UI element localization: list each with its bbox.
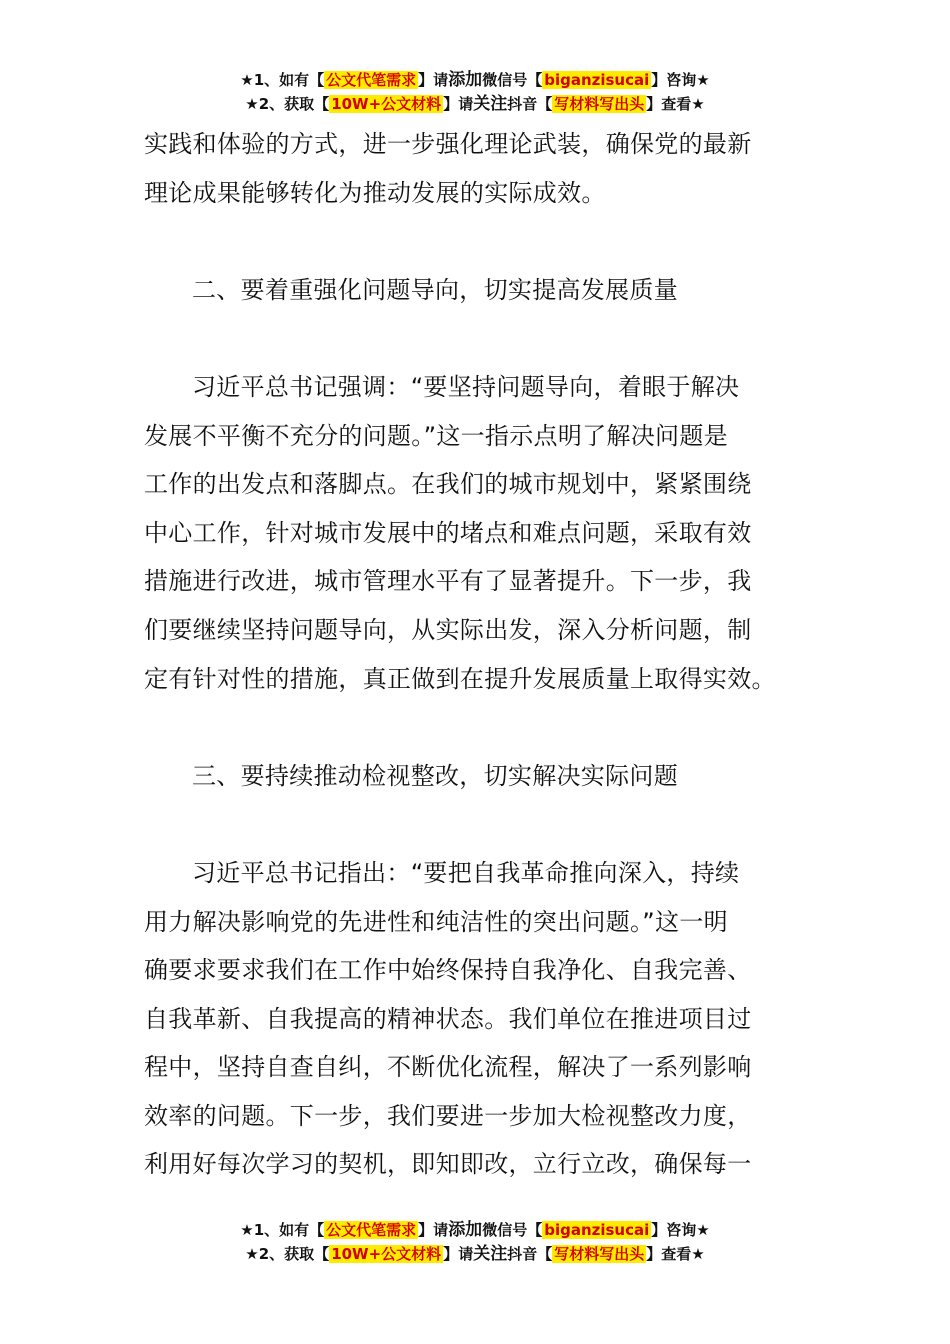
- banner-line-1: [0, 1218, 950, 1242]
- banner-highlight: 写材料写出头: [554, 95, 645, 113]
- body-line: 习近平总书记强调：“要坚持问题导向，着眼于解决: [192, 372, 740, 401]
- banner-emphasis: 添加: [448, 1220, 483, 1240]
- bottom-banner: [0, 1218, 950, 1266]
- banner-text: 】请: [443, 95, 474, 113]
- body-line: 自我革新、自我提高的精神状态。我们单位在推进项目过: [144, 1004, 752, 1033]
- banner-text: 抖音【: [507, 95, 553, 113]
- banner-line-2: [0, 92, 950, 116]
- body-line: 们要继续坚持问题导向，从实际出发，深入分析问题，制: [144, 615, 752, 644]
- banner-line-2: [0, 1242, 950, 1266]
- body-line: 程中，坚持自查自纠，不断优化流程，解决了一系列影响: [144, 1053, 752, 1082]
- section-heading-3: 三、要持续推动检视整改，切实解决实际问题: [192, 761, 678, 790]
- banner-text: 微信号【: [482, 71, 543, 89]
- banner-text: ★2、获取【: [245, 95, 330, 113]
- banner-highlight: biganzisucai: [544, 1221, 650, 1239]
- body-line: 习近平总书记指出：“要把自我革命推向深入，持续: [192, 858, 740, 887]
- banner-highlight: 10W+公文材料: [331, 95, 442, 113]
- banner-text: 】咨询★: [651, 1221, 710, 1239]
- body-line: 措施进行改进，城市管理水平有了显著提升。下一步，我: [144, 567, 752, 596]
- banner-text: 】咨询★: [651, 71, 710, 89]
- body-line: 理论成果能够转化为推动发展的实际成效。: [144, 178, 606, 207]
- banner-text: 】请: [418, 71, 449, 89]
- body-line: 中心工作，针对城市发展中的堵点和难点问题，采取有效: [144, 518, 752, 547]
- banner-text: 】查看★: [646, 1245, 705, 1263]
- body-line: 工作的出发点和落脚点。在我们的城市规划中，紧紧围绕: [144, 470, 752, 499]
- banner-text: 】查看★: [646, 95, 705, 113]
- body-line: 利用好每次学习的契机，即知即改，立行立改，确保每一: [144, 1150, 752, 1179]
- body-line: 确要求要求我们在工作中始终保持自我净化、自我完善、: [144, 956, 752, 985]
- banner-highlight: 公文代笔需求: [326, 1221, 417, 1239]
- document-body: [144, 120, 814, 1189]
- banner-text: 】请: [418, 1221, 449, 1239]
- body-line: 发展不平衡不充分的问题。”这一指示点明了解决问题是: [144, 421, 728, 450]
- body-line: 定有针对性的措施，真正做到在提升发展质量上取得实效。: [144, 664, 776, 693]
- banner-highlight: 公文代笔需求: [326, 71, 417, 89]
- top-banner: [0, 68, 950, 116]
- section-heading-2: 二、要着重强化问题导向，切实提高发展质量: [192, 275, 678, 304]
- body-line: 实践和体验的方式，进一步强化理论武装，确保党的最新: [144, 130, 752, 158]
- banner-highlight: 10W+公文材料: [331, 1245, 442, 1263]
- banner-text: 微信号【: [482, 1221, 543, 1239]
- body-line: 用力解决影响党的先进性和纯洁性的突出问题。”这一明: [144, 907, 728, 936]
- banner-line-1: [0, 68, 950, 92]
- banner-text: ★1、如有【: [240, 71, 325, 89]
- body-line: 效率的问题。下一步，我们要进一步加大检视整改力度，: [144, 1101, 752, 1130]
- banner-emphasis: 关注: [473, 94, 508, 114]
- banner-highlight: biganzisucai: [544, 71, 650, 89]
- banner-emphasis: 关注: [473, 1244, 508, 1264]
- banner-highlight: 写材料写出头: [554, 1245, 645, 1263]
- banner-text: 】请: [443, 1245, 474, 1263]
- banner-emphasis: 添加: [448, 70, 483, 90]
- banner-text: ★1、如有【: [240, 1221, 325, 1239]
- banner-text: ★2、获取【: [245, 1245, 330, 1263]
- banner-text: 抖音【: [507, 1245, 553, 1263]
